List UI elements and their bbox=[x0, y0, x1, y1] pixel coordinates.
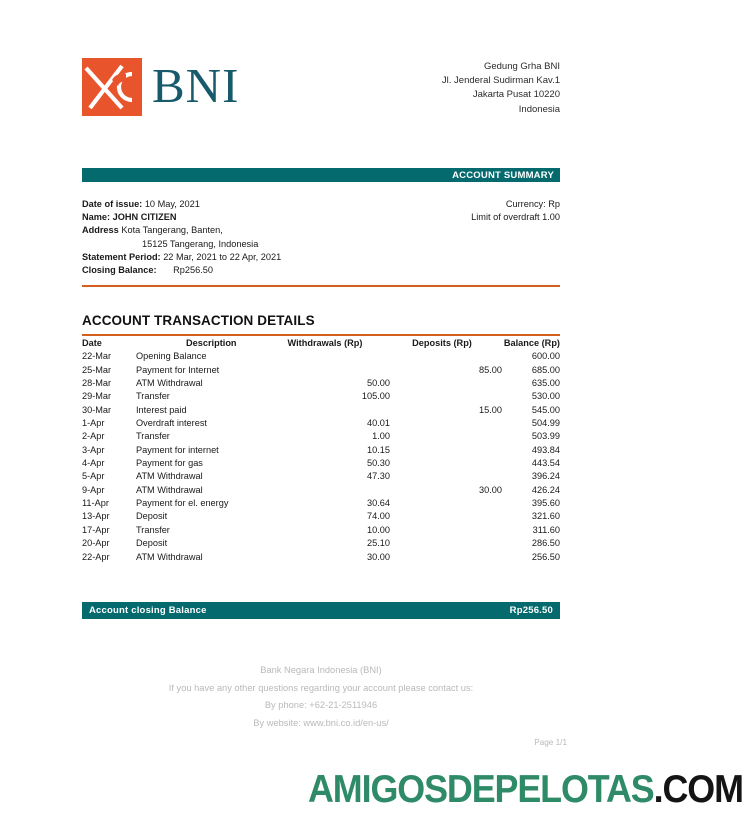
account-address-label: Address bbox=[82, 225, 119, 236]
bni-brand bbox=[82, 58, 239, 116]
account-name-value: JOHN CITIZEN bbox=[112, 212, 177, 223]
cell-balance: 395.60 bbox=[531, 498, 560, 509]
cell-balance: 503.99 bbox=[531, 431, 560, 442]
account-closing-balance-label: Account closing Balance bbox=[89, 605, 207, 616]
column-header-balance: Balance (Rp) bbox=[503, 338, 560, 348]
cell-description: Deposit bbox=[136, 538, 168, 549]
cell-description: Payment for internet bbox=[136, 444, 219, 455]
cell-description: ATM Withdrawal bbox=[136, 471, 203, 482]
table-row bbox=[82, 524, 560, 537]
table-row bbox=[82, 537, 560, 550]
watermark-tld: .COM bbox=[653, 768, 743, 811]
footer-bank-name: Bank Negara Indonesia (BNI) bbox=[260, 665, 382, 675]
cell-balance: 600.00 bbox=[531, 351, 560, 362]
closing-balance-row bbox=[82, 264, 560, 277]
cell-description: ATM Withdrawal bbox=[136, 484, 203, 495]
cell-date: 28-Mar bbox=[82, 378, 112, 389]
table-row bbox=[82, 417, 560, 430]
account-summary-block bbox=[82, 198, 560, 277]
cell-date: 22-Mar bbox=[82, 351, 112, 362]
transaction-details-title: ACCOUNT TRANSACTION DETAILS bbox=[82, 313, 315, 328]
overdraft-limit-line: Limit of overdraft 1.00 bbox=[471, 212, 560, 223]
cell-withdrawal: 50.00 bbox=[367, 378, 390, 389]
date-of-issue-label: Date of issue: bbox=[82, 199, 143, 209]
cell-balance: 493.84 bbox=[531, 444, 560, 455]
table-row bbox=[82, 457, 560, 470]
cell-description: Transfer bbox=[136, 431, 170, 442]
site-watermark bbox=[308, 768, 743, 812]
closing-balance-label: Closing Balance: bbox=[82, 264, 157, 275]
footer-contact-intro: If you have any other questions regarding your account please contact us: bbox=[168, 682, 474, 693]
bank-address-line-3: Jakarta Pusat 10220 bbox=[472, 89, 560, 101]
cell-balance: 286.50 bbox=[531, 538, 560, 549]
cell-description: Interest paid bbox=[136, 404, 187, 415]
account-summary-bar bbox=[82, 168, 560, 182]
account-address-line-2: 15125 Tangerang, Indonesia bbox=[142, 238, 259, 249]
statement-footer bbox=[82, 662, 560, 732]
cell-description: Transfer bbox=[136, 524, 170, 535]
table-row bbox=[82, 404, 560, 417]
account-closing-balance-bar bbox=[82, 602, 560, 619]
column-header-deposits: Deposits (Rp) bbox=[412, 338, 472, 348]
table-row bbox=[82, 484, 560, 497]
table-row bbox=[82, 377, 560, 390]
cell-date: 11-Apr bbox=[82, 498, 109, 509]
bank-address-line-4: Indonesia bbox=[518, 103, 560, 115]
column-header-date: Date bbox=[82, 338, 102, 348]
table-row bbox=[82, 350, 560, 363]
table-row bbox=[82, 364, 560, 377]
cell-balance: 530.00 bbox=[531, 391, 560, 402]
cell-withdrawal: 40.01 bbox=[367, 418, 390, 429]
cell-balance: 545.00 bbox=[531, 404, 560, 415]
column-header-description: Description bbox=[186, 338, 237, 348]
account-address-row-2 bbox=[82, 238, 560, 251]
cell-deposit: 85.00 bbox=[479, 364, 502, 375]
cell-date: 30-Mar bbox=[82, 404, 112, 415]
statement-period-row bbox=[82, 251, 560, 264]
cell-date: 2-Apr bbox=[82, 431, 105, 442]
cell-description: Payment for el. energy bbox=[136, 498, 229, 509]
statement-period-label: Statement Period: bbox=[82, 251, 161, 262]
cell-withdrawal: 50.30 bbox=[367, 458, 390, 469]
table-row bbox=[82, 430, 560, 443]
cell-balance: 396.24 bbox=[531, 471, 560, 482]
footer-website: By website: www.bni.co.id/en-us/ bbox=[253, 717, 389, 728]
cell-description: ATM Withdrawal bbox=[136, 378, 203, 389]
cell-date: 25-Mar bbox=[82, 364, 112, 375]
cell-description: Payment for gas bbox=[136, 458, 203, 469]
cell-date: 13-Apr bbox=[82, 511, 110, 522]
cell-date: 22-Apr bbox=[82, 551, 110, 562]
page-number: Page 1/1 bbox=[534, 738, 567, 747]
cell-withdrawal: 105.00 bbox=[361, 391, 390, 402]
cell-withdrawal: 25.10 bbox=[367, 538, 390, 549]
account-closing-balance-amount: Rp256.50 bbox=[509, 605, 553, 616]
statement-period-value: 22 Mar, 2021 to 22 Apr, 2021 bbox=[163, 251, 282, 262]
date-of-issue-value: 10 May, 2021 bbox=[144, 199, 200, 209]
table-row bbox=[82, 390, 560, 403]
cell-description: ATM Withdrawal bbox=[136, 551, 203, 562]
cell-withdrawal: 30.64 bbox=[367, 498, 390, 509]
cell-balance: 685.00 bbox=[531, 364, 560, 375]
account-summary-title: ACCOUNT SUMMARY bbox=[452, 169, 554, 181]
cell-withdrawal: 74.00 bbox=[367, 511, 390, 522]
cell-date: 17-Apr bbox=[82, 524, 110, 535]
bank-address-line-1: Gedung Grha BNI bbox=[483, 61, 560, 72]
account-summary-right bbox=[471, 198, 560, 224]
bni-logo-icon bbox=[82, 58, 142, 116]
summary-divider bbox=[82, 285, 560, 287]
cell-date: 5-Apr bbox=[82, 471, 105, 482]
account-address-line-1: Kota Tangerang, Banten, bbox=[121, 225, 223, 236]
cell-deposit: 30.00 bbox=[479, 484, 502, 495]
account-address-row bbox=[82, 224, 560, 237]
cell-description: Transfer bbox=[136, 391, 170, 402]
cell-date: 1-Apr bbox=[82, 418, 105, 429]
footer-phone: By phone: +62-21-2511946 bbox=[264, 700, 378, 710]
cell-withdrawal: 47.30 bbox=[367, 471, 390, 482]
transaction-rows bbox=[82, 350, 560, 564]
table-row bbox=[82, 497, 560, 510]
statement-header bbox=[82, 58, 560, 124]
cell-date: 4-Apr bbox=[82, 458, 105, 469]
cell-date: 3-Apr bbox=[82, 444, 105, 455]
cell-withdrawal: 10.00 bbox=[367, 524, 390, 535]
table-header-row bbox=[82, 337, 560, 350]
cell-date: 20-Apr bbox=[82, 538, 110, 549]
cell-balance: 504.99 bbox=[531, 418, 560, 429]
table-row bbox=[82, 551, 560, 564]
bank-address-line-2: Jl. Jenderal Sudirman Kav.1 bbox=[441, 75, 560, 87]
column-header-withdrawals: Withdrawals (Rp) bbox=[287, 338, 363, 348]
table-row bbox=[82, 470, 560, 483]
currency-line: Currency: Rp bbox=[505, 199, 560, 209]
cell-date: 9-Apr bbox=[82, 484, 105, 495]
cell-deposit: 15.00 bbox=[479, 404, 502, 415]
table-row bbox=[82, 444, 560, 457]
bni-wordmark: BNI bbox=[152, 57, 240, 113]
cell-withdrawal: 1.00 bbox=[372, 431, 390, 442]
bank-address bbox=[442, 60, 560, 117]
cell-withdrawal: 30.00 bbox=[367, 551, 390, 562]
closing-balance-value: Rp256.50 bbox=[173, 264, 213, 275]
cell-description: Payment for Internet bbox=[136, 364, 220, 375]
cell-withdrawal: 10.15 bbox=[367, 444, 390, 455]
cell-balance: 311.60 bbox=[532, 524, 560, 535]
watermark-name: AMIGOSDEPELOTAS bbox=[308, 768, 654, 811]
cell-balance: 426.24 bbox=[531, 484, 560, 495]
transaction-table bbox=[82, 337, 560, 564]
cell-balance: 256.50 bbox=[531, 551, 560, 562]
cell-date: 29-Mar bbox=[82, 391, 112, 402]
cell-balance: 443.54 bbox=[531, 458, 560, 469]
cell-description: Deposit bbox=[136, 511, 168, 522]
cell-description: Overdraft interest bbox=[136, 418, 207, 429]
table-row bbox=[82, 510, 560, 523]
cell-balance: 321.60 bbox=[531, 511, 560, 522]
account-name-label: Name: bbox=[82, 212, 111, 223]
cell-balance: 635.00 bbox=[531, 378, 560, 389]
cell-description: Opening Balance bbox=[136, 351, 207, 362]
table-divider bbox=[82, 334, 560, 336]
